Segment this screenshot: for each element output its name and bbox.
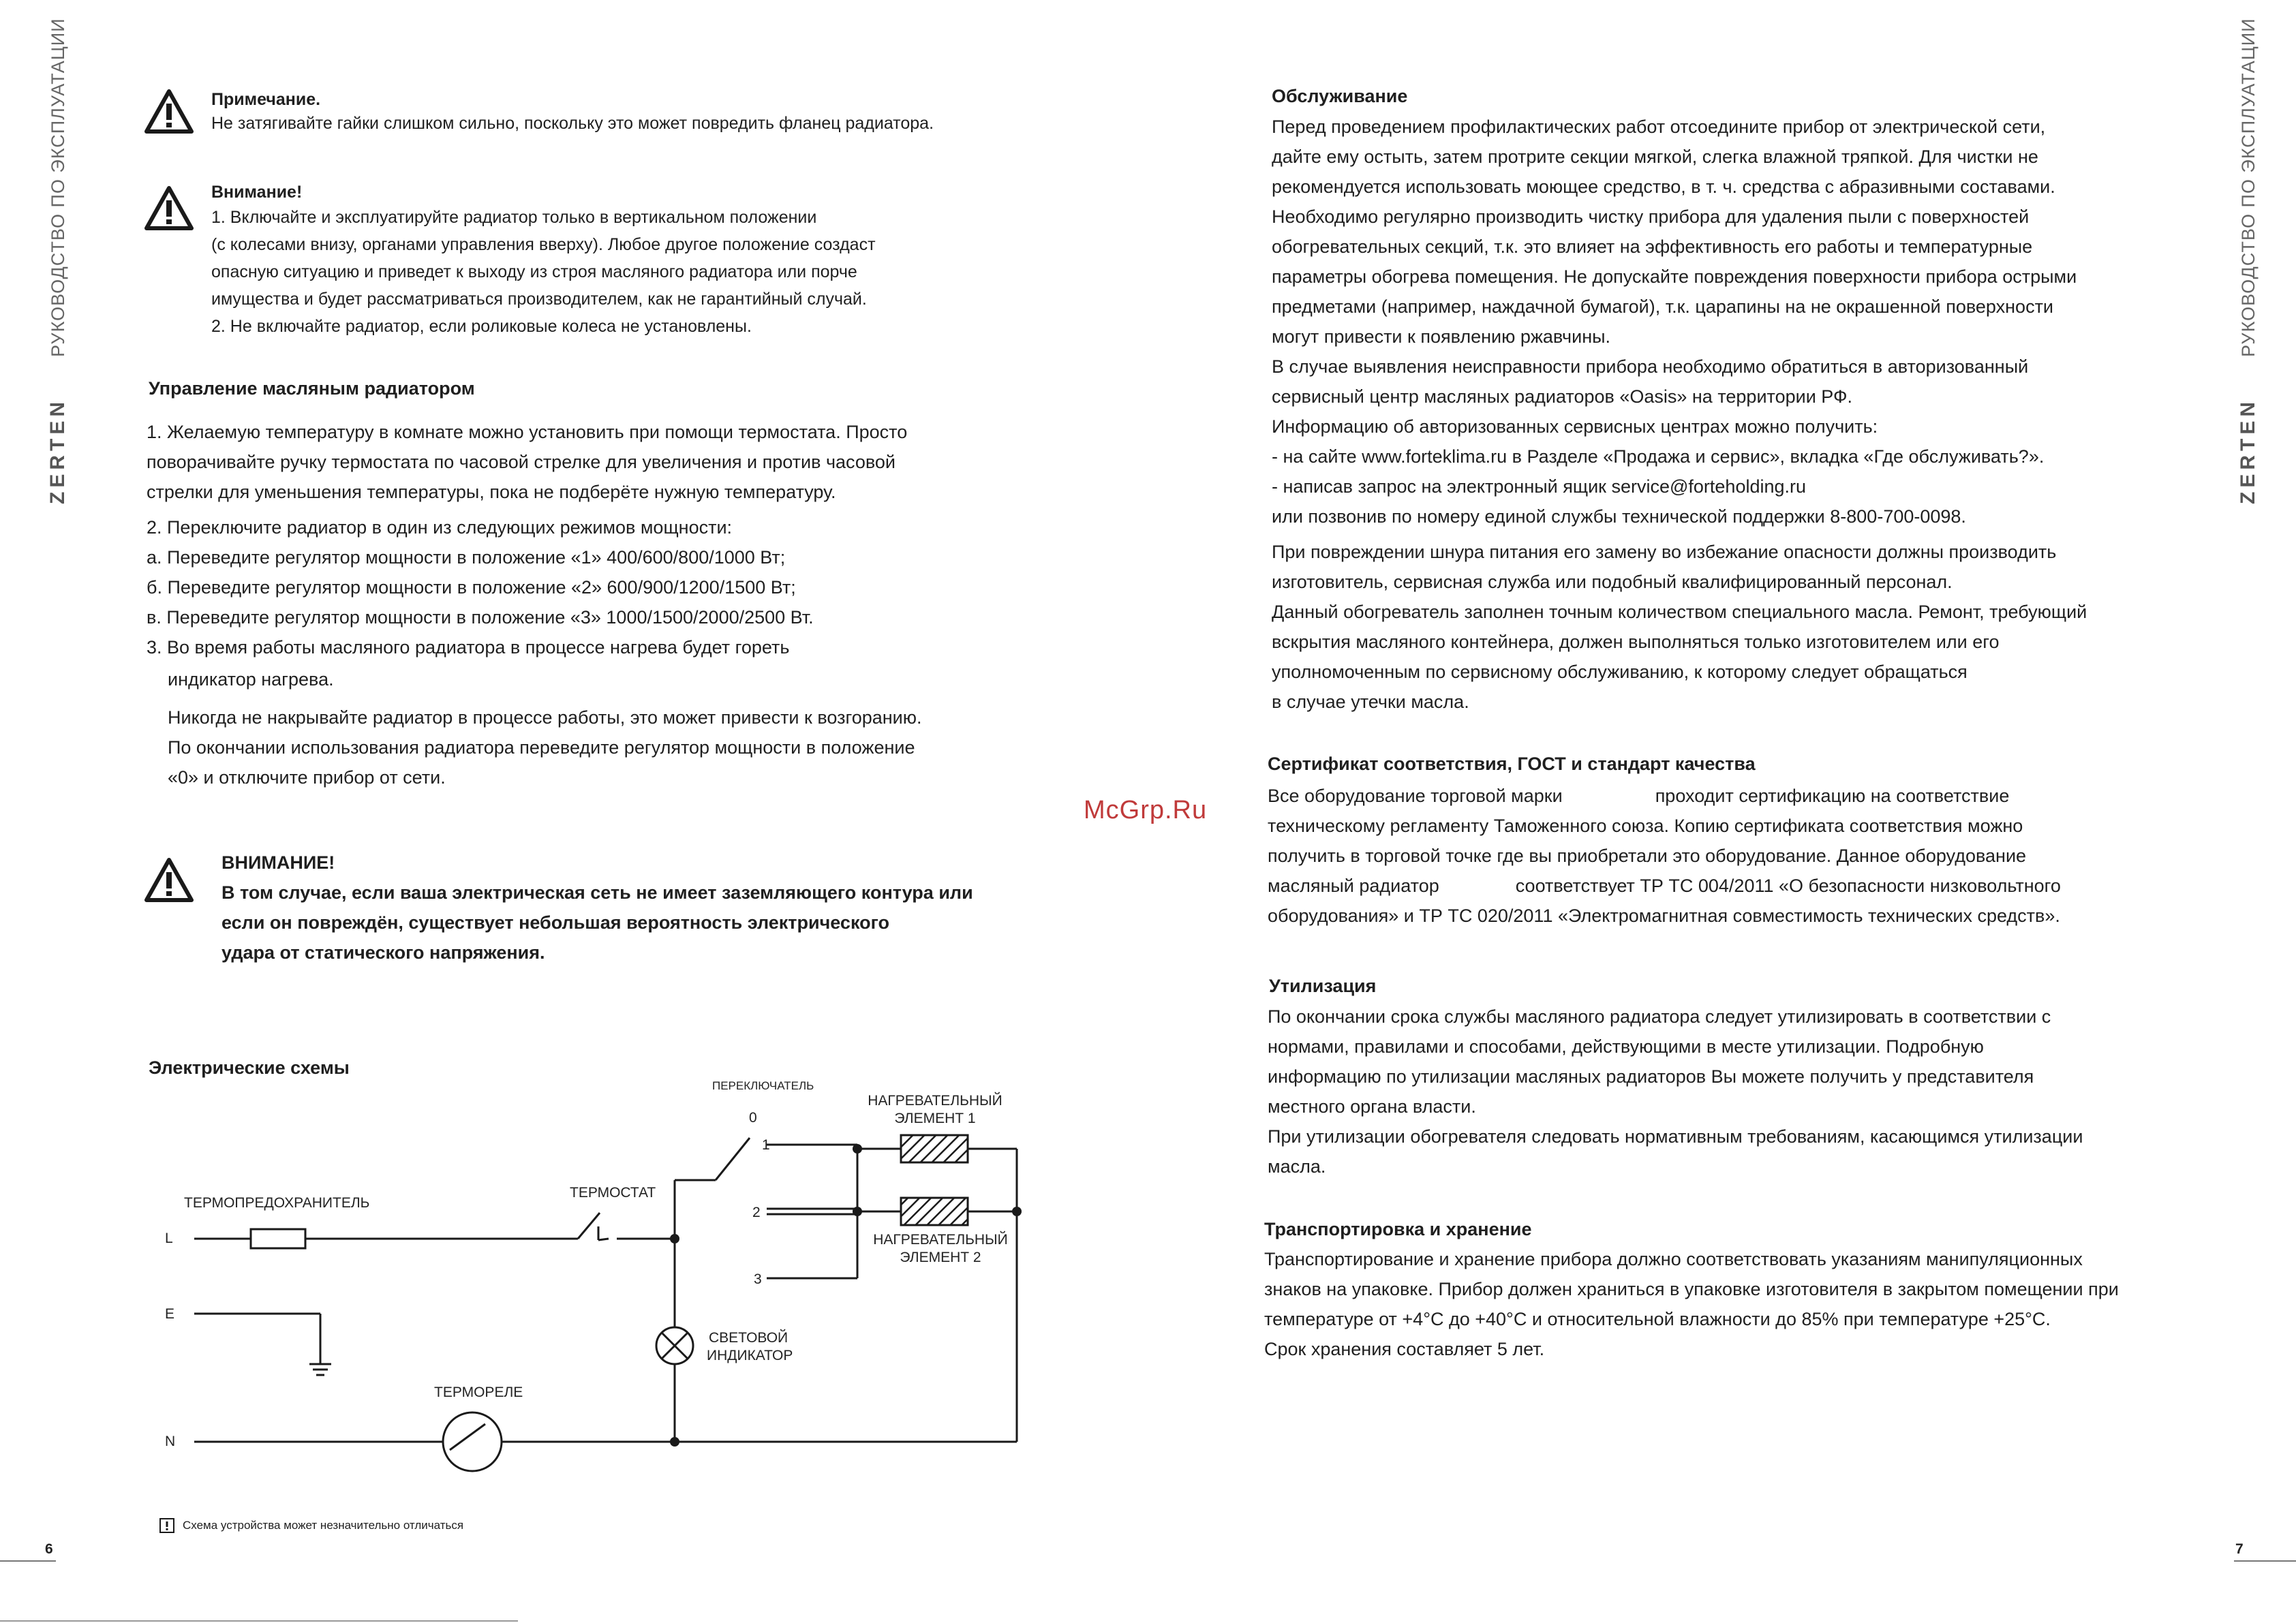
page-number-left-underline xyxy=(0,1560,56,1562)
thermal-relay-symbol xyxy=(443,1412,502,1471)
label-relay: ТЕРМОРЕЛЕ xyxy=(434,1385,523,1400)
disposal-line: нормами, правилами и способами, действующими в месте утилизации. Подробную xyxy=(1268,1036,1984,1057)
page-number-right: 7 xyxy=(2235,1541,2244,1557)
certificate-line-4a: масляный радиатор xyxy=(1268,876,1439,896)
transport-line: знаков на упаковке. Прибор должен храниться в упаковке изготовителя в закрытом помещении при xyxy=(1264,1279,2119,1299)
service-line: Необходимо регулярно производить чистку прибора для удаления пыли с поверхностей xyxy=(1272,206,2030,227)
warning-triangle-icon xyxy=(144,89,194,135)
side-label-right xyxy=(2237,18,2260,504)
transport-block xyxy=(1264,1244,2119,1364)
attention-line: 1. Включайте и эксплуатируйте радиатор только в вертикальном положении xyxy=(211,208,817,227)
page-number-left: 6 xyxy=(45,1541,53,1557)
control-line: стрелки для уменьшения температуры, пока не подберёте нужную температуру. xyxy=(147,482,836,502)
control-title: Управление масляным радиатором xyxy=(149,378,475,399)
service-line: могут привести к появлению ржавчины. xyxy=(1272,326,1611,347)
label-heater-1a: НАГРЕВАТЕЛЬНЫЙ xyxy=(868,1093,1002,1109)
control-block-1 xyxy=(147,417,907,507)
warning-triangle-icon xyxy=(144,185,194,232)
control-block-2 xyxy=(147,512,814,662)
label-thermostat: ТЕРМОСТАТ xyxy=(570,1185,656,1201)
transport-line: температуре от +4°С до +40°С и относительной влажности до 85% при температуре +25°С. xyxy=(1264,1309,2051,1329)
disposal-line: масла. xyxy=(1268,1156,1326,1177)
certificate-line: оборудования» и ТР ТС 020/2011 «Электромагнитная совместимость технических средств». xyxy=(1268,906,2060,926)
certificate-line: техническому регламенту Таможенного союза. Копию сертификата соответствия можно xyxy=(1268,816,2023,836)
certificate-title: Сертификат соответствия, ГОСТ и стандарт качества xyxy=(1268,754,1756,774)
label-pos-2: 2 xyxy=(752,1205,761,1220)
service-line: в случае утечки масла. xyxy=(1272,692,1469,712)
warning-line: если он повреждён, существует небольшая вероятность электрического xyxy=(221,912,889,933)
control-line: индикатор нагрева. xyxy=(168,669,334,690)
certificate-line: получить в торговой точке где вы приобретали это оборудование. Данное оборудование xyxy=(1268,846,2027,866)
disposal-line: По окончании срока службы масляного радиатора следует утилизировать в соответствии с xyxy=(1268,1006,2051,1027)
certificate-line-1b: проходит сертификацию на соответствие xyxy=(1655,786,2010,806)
electrical-circuit-diagram xyxy=(0,1070,1063,1485)
service-line: изготовитель, сервисная служба или подобный квалифицированный персонал. xyxy=(1272,572,1953,592)
control-line: 2. Переключите радиатор в один из следующих режимов мощности: xyxy=(147,517,733,538)
service-line: - написав запрос на электронный ящик service@forteholding.ru xyxy=(1272,476,1807,497)
guide-label-left: РУКОВОДСТВО ПО ЭКСПЛУАТАЦИИ xyxy=(48,18,68,357)
service-block-1 xyxy=(1272,112,2077,531)
disposal-line: местного органа власти. xyxy=(1268,1096,1476,1117)
brand-logo-left: ZERTEN xyxy=(46,398,69,504)
control-line: в. Переведите регулятор мощности в положение «3» 1000/1500/2000/2500 Вт. xyxy=(147,607,814,628)
attention-title: Внимание! xyxy=(211,183,303,202)
service-line: рекомендуется использовать моющее средство, в т. ч. средства с абразивными составами. xyxy=(1272,176,2055,197)
schemes-footnote: Схема устройства может незначительно отличаться xyxy=(183,1519,464,1532)
warning-triangle-icon xyxy=(144,857,194,903)
label-heater-1b: ЭЛЕМЕНТ 1 xyxy=(894,1111,976,1126)
label-fuse: ТЕРМОПРЕДОХРАНИТЕЛЬ xyxy=(184,1195,370,1211)
watermark: McGrp.Ru xyxy=(1084,796,1208,824)
service-title: Обслуживание xyxy=(1272,86,1408,106)
attention-block xyxy=(211,183,876,340)
warning-line: удара от статического напряжения. xyxy=(221,942,545,963)
service-line: параметры обогрева помещения. Не допускайте повреждения поверхности прибора острыми xyxy=(1272,266,2077,287)
certificate-line xyxy=(1268,781,2061,811)
attention-line: имущества и будет рассматриваться производителем, как не гарантийный случай. xyxy=(211,290,867,309)
disposal-line: При утилизации обогревателя следовать нормативным требованиям, касающимся утилизации xyxy=(1268,1126,2083,1147)
service-line: В случае выявления неисправности прибора необходимо обратиться в авторизованный xyxy=(1272,356,2029,377)
label-lamp-b: ИНДИКАТОР xyxy=(707,1348,793,1363)
side-label-left xyxy=(46,18,70,504)
label-N: N xyxy=(165,1434,176,1449)
warning-line: В том случае, если ваша электрическая сеть не имеет заземляющего контура или xyxy=(221,882,973,903)
heater-1-symbol xyxy=(901,1135,968,1162)
schemes-title: Электрические схемы xyxy=(149,1057,350,1078)
control-line: 1. Желаемую температуру в комнате можно установить при помощи термостата. Просто xyxy=(147,422,908,442)
certificate-line-1a: Все оборудование торговой марки xyxy=(1268,786,1563,806)
service-line: Информацию об авторизованных сервисных центрах можно получить: xyxy=(1272,416,1878,437)
label-L: L xyxy=(165,1231,173,1246)
heater-2-symbol xyxy=(901,1198,968,1225)
certificate-block xyxy=(1268,781,2061,931)
thermo-fuse-symbol xyxy=(251,1229,305,1248)
warning-block xyxy=(221,848,973,968)
label-pos-3: 3 xyxy=(754,1271,762,1287)
label-switch: ПЕРЕКЛЮЧАТЕЛЬ xyxy=(712,1079,814,1092)
control-line: поворачивайте ручку термостата по часовой стрелке для увеличения и против часовой xyxy=(147,452,896,472)
service-line: дайте ему остыть, затем протрите секции мягкой, слегка влажной тряпкой. Для чистки не xyxy=(1272,146,2038,167)
service-line: вскрытия масляного контейнера, должен выполняться только изготовителем или его xyxy=(1272,632,2000,652)
control-line: По окончании использования радиатора переведите регулятор мощности в положение xyxy=(168,737,915,758)
service-line: обогревательных секций, т.к. это влияет на эффективность его работы и температурные xyxy=(1272,236,2033,257)
service-line: или позвонив по номеру единой службы технической поддержки 8-800-700-0098. xyxy=(1272,506,1966,527)
control-block-3 xyxy=(168,664,922,792)
service-line: уполномоченным по сервисному обслуживанию, к которому следует обращаться xyxy=(1272,662,1968,682)
service-line: предметами (например, наждачной бумагой), т.к. царапины на не окрашенной поверхности xyxy=(1272,296,2054,317)
disposal-line: информацию по утилизации масляных радиаторов Вы можете получить у представителя xyxy=(1268,1066,2034,1087)
control-line: «0» и отключите прибор от сети. xyxy=(168,767,446,788)
attention-line: 2. Не включайте радиатор, если роликовые колеса не установлены. xyxy=(211,317,752,336)
label-pos-0: 0 xyxy=(749,1110,757,1126)
service-line: - на сайте www.forteklima.ru в Разделе «Продажа и сервис», вкладка «Где обслуживать?». xyxy=(1272,446,2045,467)
control-line: 3. Во время работы масляного радиатора в процессе нагрева будет гореть xyxy=(147,637,790,658)
label-pos-1: 1 xyxy=(762,1137,770,1153)
bottom-edge-line xyxy=(0,1620,518,1622)
transport-line: Транспортирование и хранение прибора должно соответствовать указаниям манипуляционных xyxy=(1264,1249,2083,1269)
footnote-warning-icon xyxy=(159,1518,174,1533)
label-E: E xyxy=(165,1306,175,1322)
control-line: Никогда не накрывайте радиатор в процессе работы, это может привести к возгоранию. xyxy=(168,707,922,728)
certificate-line-4b: соответствует ТР ТС 004/2011 «О безопасности низковольтного xyxy=(1515,876,2061,896)
service-line: При повреждении шнура питания его замену во избежание опасности должны производить xyxy=(1272,542,2057,562)
service-line: сервисный центр масляных радиаторов «Oasis» на территории РФ. xyxy=(1272,386,1853,407)
label-lamp-a: СВЕТОВОЙ xyxy=(709,1330,789,1346)
service-line: Данный обогреватель заполнен точным количеством специального масла. Ремонт, требующий xyxy=(1272,602,2087,622)
note-text: Не затягивайте гайки слишком сильно, поскольку это может повредить фланец радиатора. xyxy=(211,114,934,133)
control-line: а. Переведите регулятор мощности в положение «1» 400/600/800/1000 Вт; xyxy=(147,547,786,568)
page-number-right-underline xyxy=(2234,1560,2296,1562)
note-block xyxy=(211,90,934,137)
service-block-2 xyxy=(1272,537,2087,717)
transport-title: Транспортировка и хранение xyxy=(1264,1219,1532,1239)
brand-logo-right: ZERTEN xyxy=(2237,398,2259,504)
attention-line: опасную ситуацию и приведет к выходу из строя масляного радиатора или порче xyxy=(211,262,857,281)
label-heater-2a: НАГРЕВАТЕЛЬНЫЙ xyxy=(873,1232,1008,1248)
guide-label-right: РУКОВОДСТВО ПО ЭКСПЛУАТАЦИИ xyxy=(2238,18,2259,357)
disposal-title: Утилизация xyxy=(1269,976,1377,996)
disposal-block xyxy=(1268,1002,2083,1181)
certificate-line xyxy=(1268,871,2061,901)
service-line: Перед проведением профилактических работ отсоедините прибор от электрической сети, xyxy=(1272,117,2046,137)
label-heater-2b: ЭЛЕМЕНТ 2 xyxy=(900,1250,981,1265)
control-line: б. Переведите регулятор мощности в положение «2» 600/900/1200/1500 Вт; xyxy=(147,577,796,598)
attention-line: (с колесами внизу, органами управления вверху). Любое другое положение создаст xyxy=(211,235,876,254)
warning-title: ВНИМАНИЕ! xyxy=(221,852,335,873)
note-title: Примечание. xyxy=(211,90,321,109)
transport-line: Срок хранения составляет 5 лет. xyxy=(1264,1339,1545,1359)
